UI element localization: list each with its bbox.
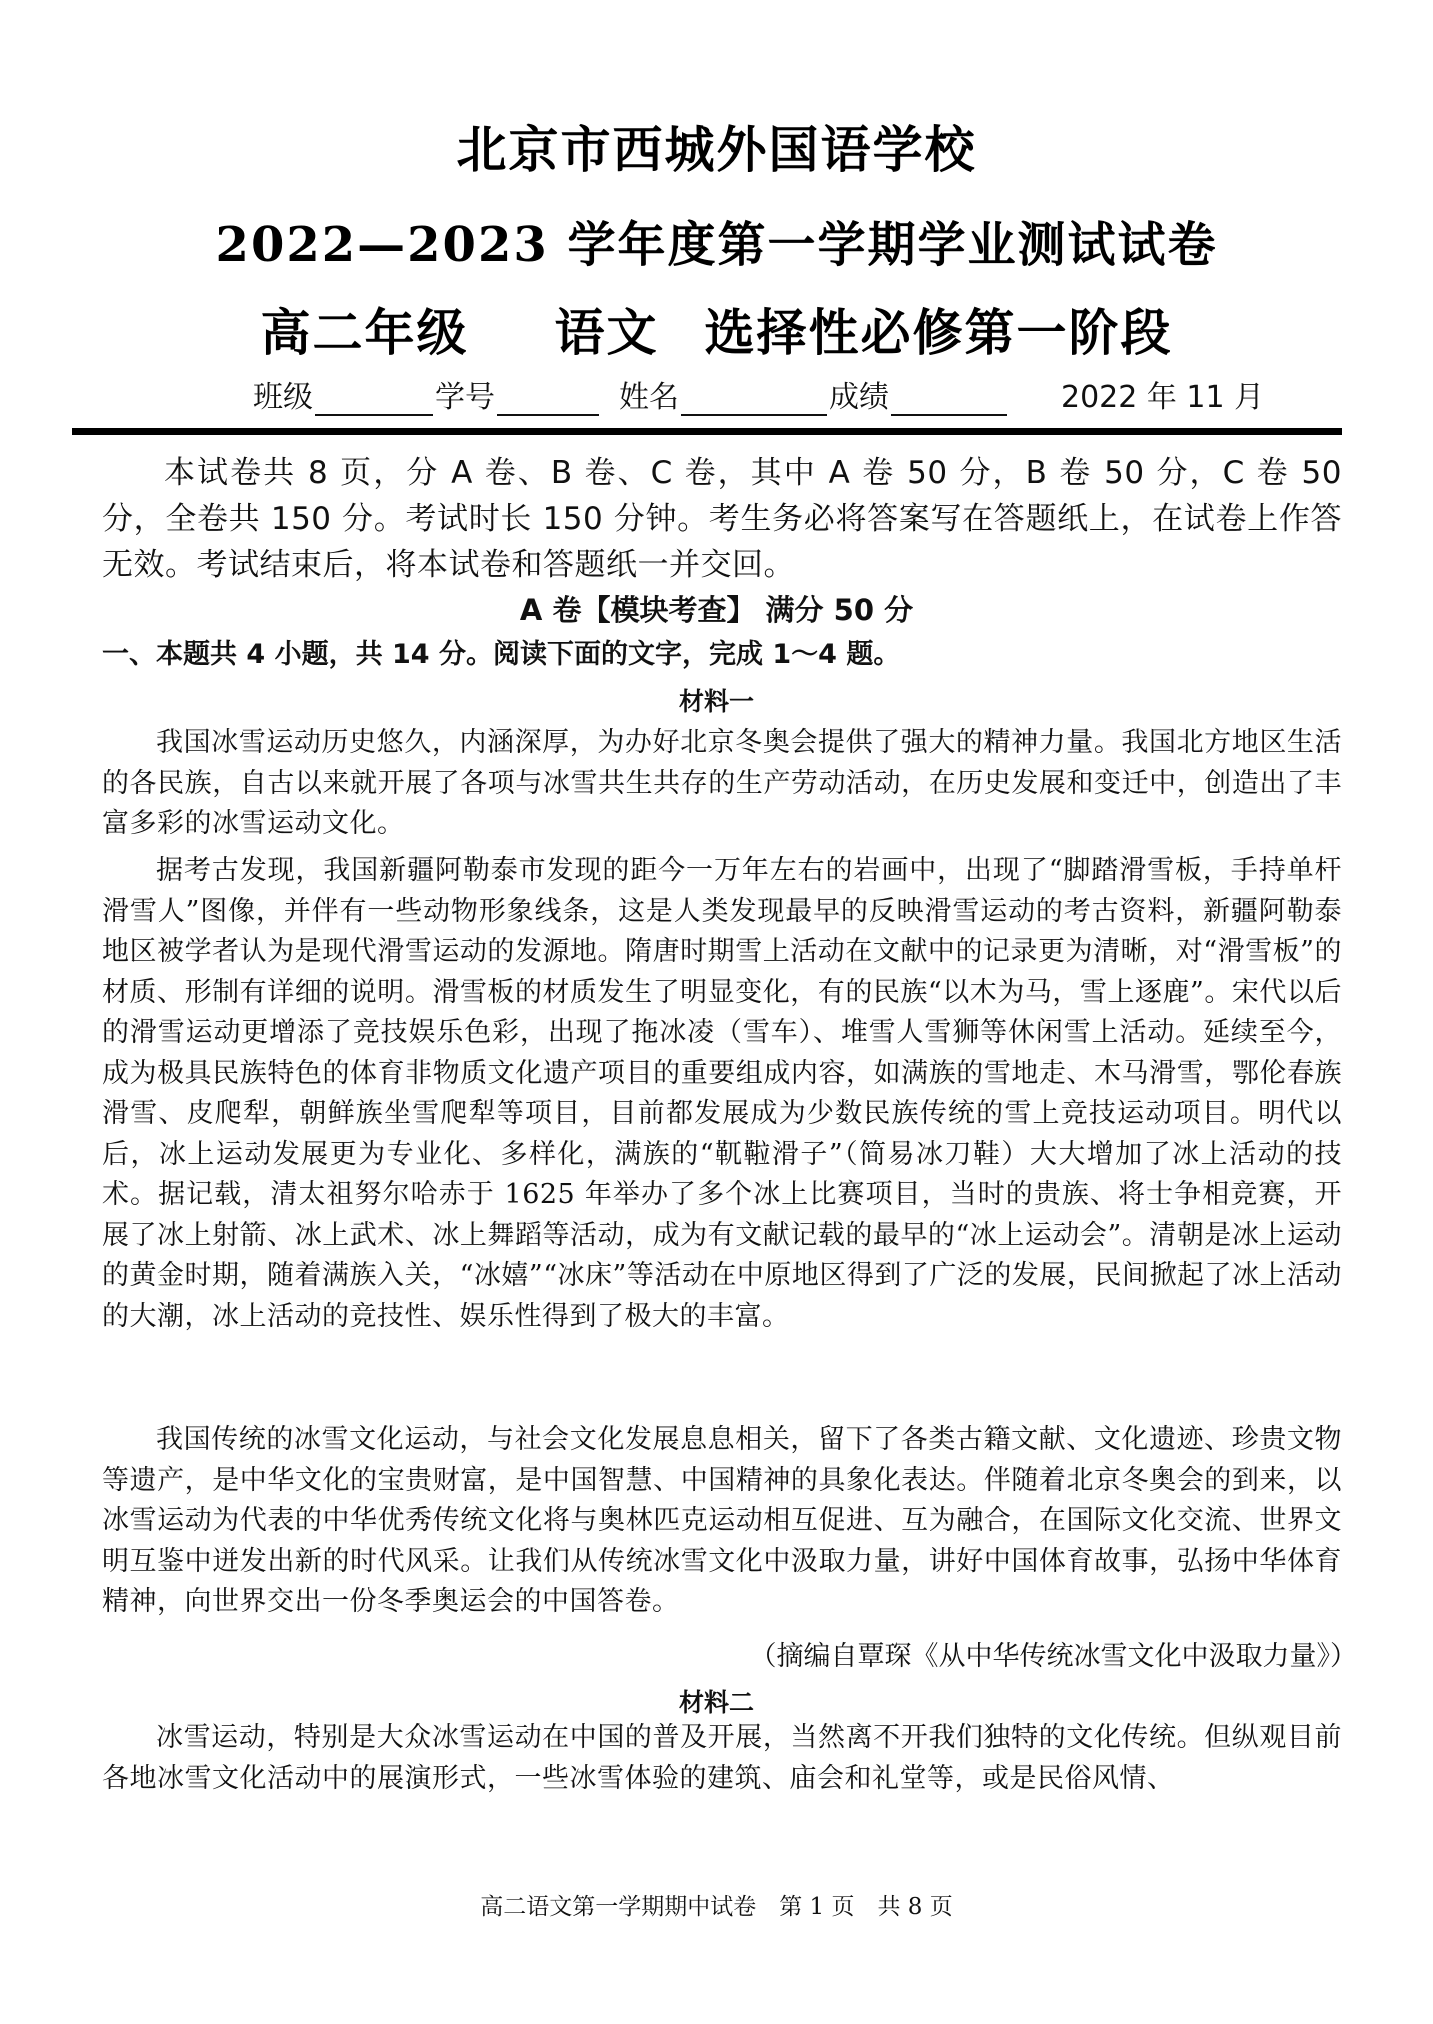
exam-date: 2022 年 11 月 bbox=[1061, 380, 1265, 415]
header-divider bbox=[72, 428, 1342, 435]
material1-paragraph-3: 我国传统的冰雪文化运动，与社会文化发展息息相关，留下了各类古籍文献、文化遗迹、珍贵文物等遗产，是中华文化的宝贵财富，是中国智慧、中国精神的具象化表达。伴随着北京冬奥会的到来，以冰雪运动为代表的中华优秀传统文化将与奥林匹克运动相互促进、互为融合，在国际文化交流、世界文明互鉴中迸发出新的时代风采。让我们从传统冰雪文化中汲取力量，讲好中国体育故事，弘扬中华体育精神，向世界交出一份冬季奥运会的中国答卷。 bbox=[102, 1424, 1342, 1617]
school-title: 北京市西城外国语学校 bbox=[456, 120, 977, 179]
material1-paragraph-2: 据考古发现，我国新疆阿勒泰市发现的距今一万年左右的岩画中，出现了“脚踏滑雪板，手持单杆滑雪人”图像，并伴有一些动物形象线条，这是人类发现最早的反映滑雪运动的考古资料，新疆阿勒泰地区被学者认为是现代滑雪运动的发源地。隋唐时期雪上活动在文献中的记录更为清晰，对“滑雪板”的材质、形制有详细的说明。滑雪板的材质发生了明显变化，有的民族“以木为马，雪上逐鹿”。宋代以后的滑雪运动更增添了竞技娱乐色彩，出现了拖冰凌（雪车）、堆雪人雪狮等休闲雪上活动。延续至今，成为极具民族特色的体育非物质文化遗产项目的重要组成内容，如满族的雪地走、木马滑雪，鄂伦春族滑雪、皮爬犁，朝鲜族坐雪爬犁等项目，目前都发展成为少数民族传统的雪上竞技运动项目。明代以后，冰上运动发展更为专业化、多样化，满族的“靰鞡滑子”（简易冰刀鞋）大大增加了冰上活动的技术。据记载，清太祖努尔哈赤于 1625 年举办了多个冰上比赛项目，当时的贵族、将士争相竞赛，开展了冰上射箭、冰上武术、冰上舞蹈等活动，成为有文献记载的最早的“冰上运动会”。清朝是冰上运动的黄金时期，随着满族入关，“冰嬉”“冰床”等活动在中原地区得到了广泛的发展，民间掀起了冰上活动的大潮，冰上活动的竞技性、娱乐性得到了极大的丰富。 bbox=[102, 855, 1342, 1332]
student-info-row bbox=[253, 368, 1273, 416]
grade-label: 高二年级 bbox=[260, 303, 469, 362]
exam-title: 2022—2023 学年度第一学期学业测试试卷 bbox=[215, 217, 1218, 273]
class-label: 班级 bbox=[253, 380, 313, 415]
stage-label: 选择性必修第一阶段 bbox=[704, 303, 1173, 362]
exam-instructions: 本试卷共 8 页，分 A 卷、B 卷、C 卷，其中 A 卷 50 分，B 卷 50 分，C 卷 50 分，全卷共 150 分。考试时长 150 分钟。考生务必将答案写在答题纸上，在试卷上作答无效。考试结束后，将本试卷和答题纸一并交回。 bbox=[102, 455, 1342, 583]
material1-title: 材料一 bbox=[678, 687, 754, 716]
material1-paragraph-1: 我国冰雪运动历史悠久，内涵深厚，为办好北京冬奥会提供了强大的精神力量。我国北方地区生活的各民族，自古以来就开展了各项与冰雪共生共存的生产劳动活动，在历史发展和变迁中，创造出了丰富多彩的冰雪运动文化。 bbox=[102, 727, 1342, 839]
name-label: 姓名 bbox=[619, 380, 679, 415]
name-blank[interactable] bbox=[681, 384, 827, 416]
subject-label: 语文 bbox=[554, 303, 659, 362]
score-blank[interactable] bbox=[891, 384, 1007, 416]
material2-title: 材料二 bbox=[678, 1688, 754, 1717]
page-footer: 高二语文第一学期期中试卷 第 1 页 共 8 页 bbox=[480, 1894, 953, 1920]
score-label: 成绩 bbox=[829, 380, 889, 415]
class-blank[interactable] bbox=[315, 384, 433, 416]
student-id-blank[interactable] bbox=[497, 384, 599, 416]
section-a-title: A 卷【模块考查】 满分 50 分 bbox=[519, 593, 914, 627]
material1-source: （摘编自覃琛《从中华传统冰雪文化中汲取力量》） bbox=[749, 1641, 1357, 1672]
question-heading: 一、本题共 4 小题，共 14 分。阅读下面的文字，完成 1～4 题。 bbox=[102, 639, 901, 670]
material2-paragraph-1: 冰雪运动，特别是大众冰雪运动在中国的普及开展，当然离不开我们独特的文化传统。但纵观目前各地冰雪文化活动中的展演形式，一些冰雪体验的建筑、庙会和礼堂等，或是民俗风情、 bbox=[102, 1722, 1342, 1794]
student-id-label: 学号 bbox=[435, 380, 495, 415]
exam-subtitle bbox=[0, 293, 1433, 365]
